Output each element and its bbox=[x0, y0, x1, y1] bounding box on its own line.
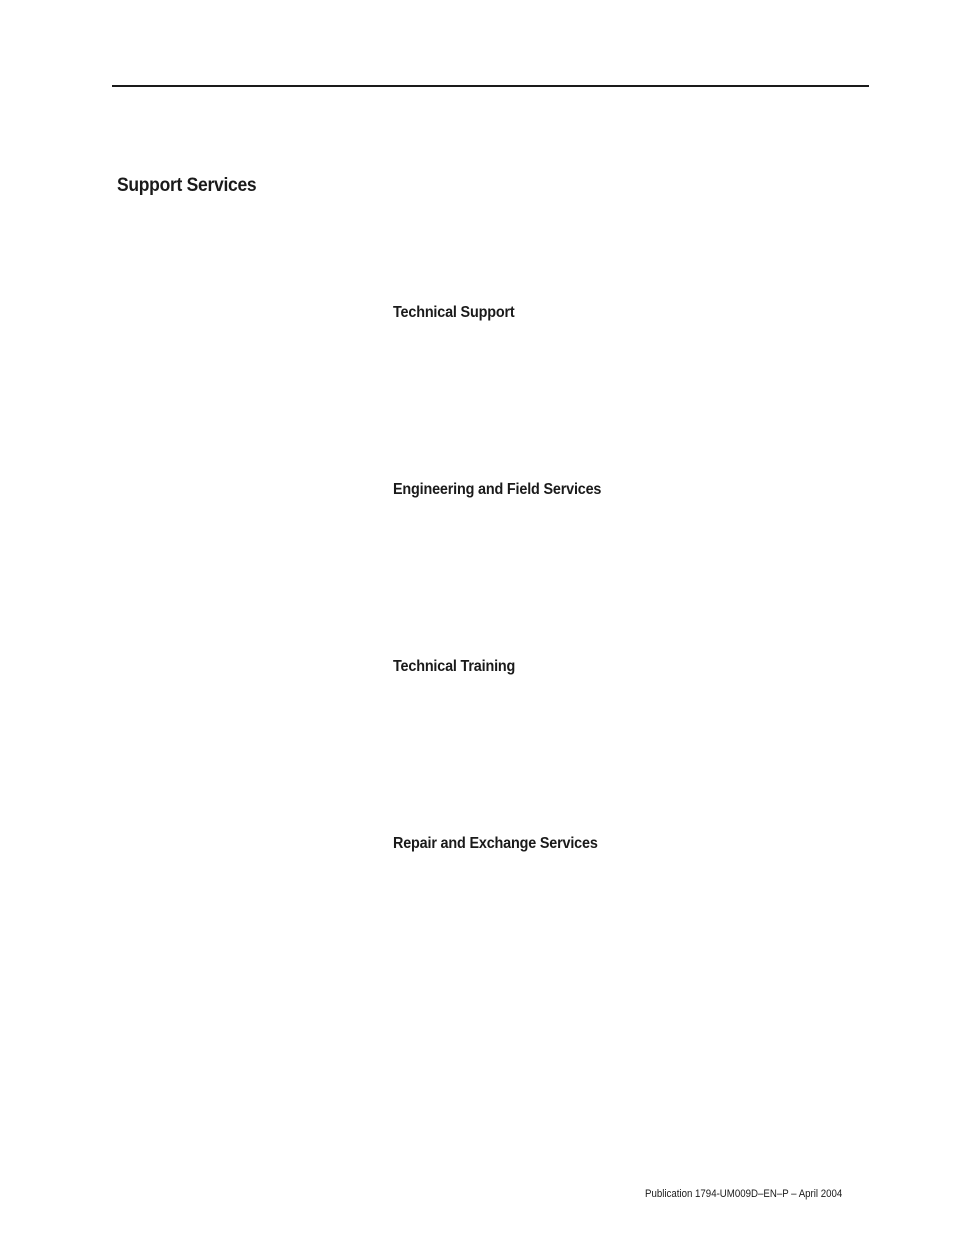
heading-technical-support: Technical Support bbox=[393, 304, 515, 321]
heading-repair-exchange-services: Repair and Exchange Services bbox=[393, 835, 598, 852]
heading-technical-training: Technical Training bbox=[393, 658, 516, 675]
heading-engineering-field-services: Engineering and Field Services bbox=[393, 481, 602, 498]
header-rule bbox=[112, 85, 869, 87]
publication-footer: Publication 1794-UM009D–EN–P – April 2004 bbox=[645, 1188, 843, 1200]
section-title: Support Services bbox=[117, 175, 257, 196]
